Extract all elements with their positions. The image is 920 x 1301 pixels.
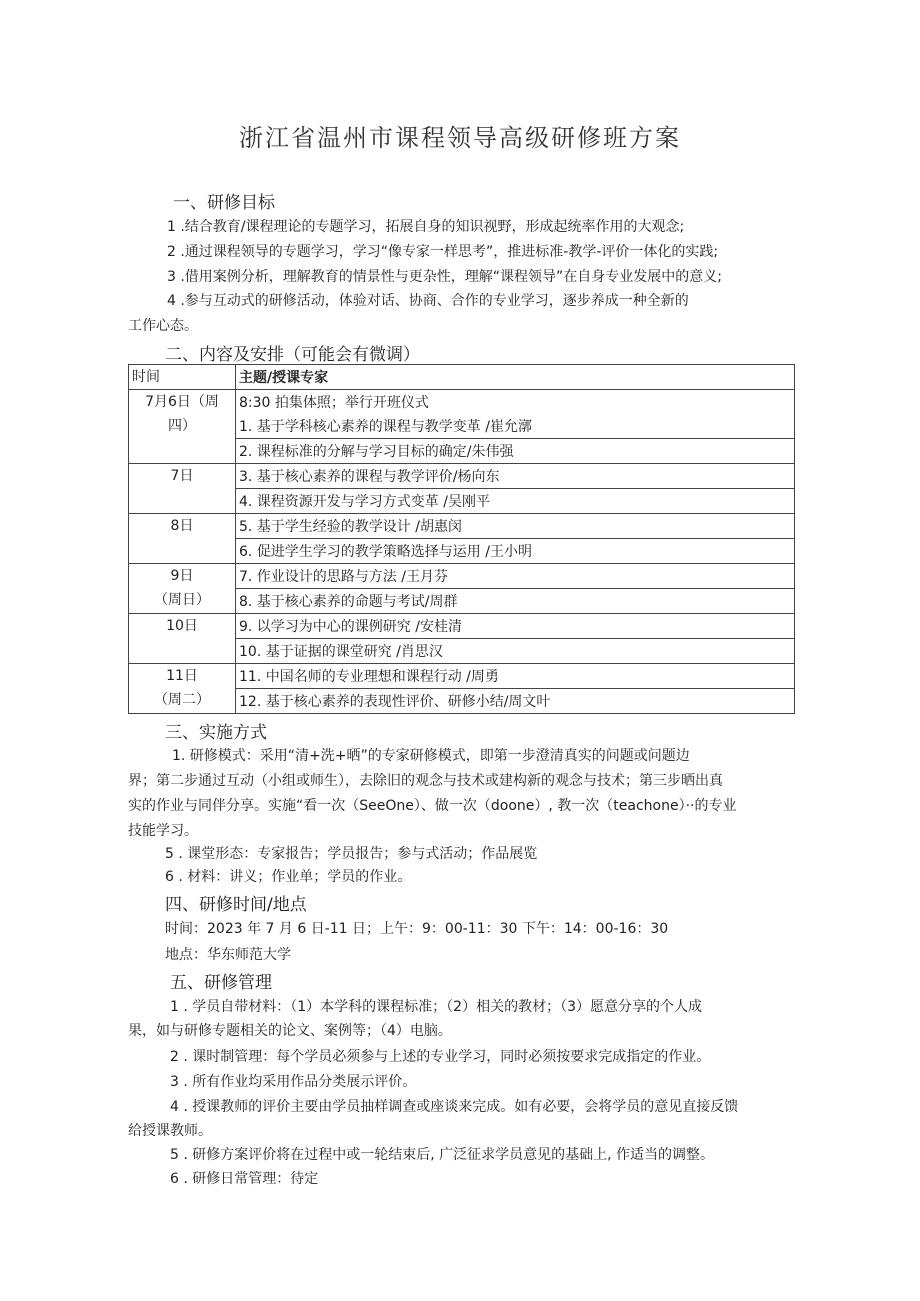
time-line: 7日 xyxy=(170,468,194,484)
table-row xyxy=(129,464,795,489)
topic-cell: 3. 基于核心素养的课程与教学评价/杨向东 xyxy=(236,464,795,489)
goal-item-3: 3 .借用案例分析，理解教育的情景性与更杂性，理解“课程领导”在自身专业发展中的意义; xyxy=(167,269,723,285)
topic-cell: 1. 基于学科核心素养的课程与教学变革 /崔允漷 xyxy=(236,414,795,439)
goal-item-2: 2 .通过课程领导的专题学习，学习“像专家一样思考”，推进标准-教学-评价一体化的实践; xyxy=(167,244,719,260)
schedule-table xyxy=(128,364,795,714)
time-line: 11日 xyxy=(166,668,198,684)
table-row xyxy=(129,564,795,589)
management-line: 2 . 课时制管理：每个学员必须参与上述的专业学习，同时必须按要求完成指定的作业。 xyxy=(170,1049,711,1065)
goal-item-4-cont: 工作心态。 xyxy=(128,318,198,334)
time-line: 7月6日（周 xyxy=(145,394,219,410)
section-heading-goals: 一、研修目标 xyxy=(173,193,275,213)
table-row xyxy=(129,514,795,539)
topic-cell: 8. 基于核心素养的命题与考试/周群 xyxy=(236,589,795,614)
time-line: 10日 xyxy=(166,618,198,634)
table-header-row xyxy=(129,365,795,390)
col-header-time: 时间 xyxy=(129,365,236,390)
table-row xyxy=(129,390,795,415)
topic-cell: 10. 基于证据的课堂研究 /肖思汉 xyxy=(236,639,795,664)
goal-item-4: 4 .参与互动式的研修活动，体验对话、协商、合作的专业学习，逐步养成一种全新的 xyxy=(167,293,689,309)
method-line: 1. 研修模式：采用“清+洗+晒”的专家研修模式，即第一步澄清真实的问题或问题边 xyxy=(172,748,690,764)
management-line: 1 . 学员自带材料：（1）本学科的课程标准；（2）相关的教材；（3）愿意分享的个人成 xyxy=(170,999,702,1015)
topic-cell: 4. 课程资源开发与学习方式变革 /吴刚平 xyxy=(236,489,795,514)
col-header-topic: 主题/授课专家 xyxy=(236,365,795,390)
section-heading-time-place: 四、研修时间/地点 xyxy=(165,895,307,915)
management-line: 4 . 授课教师的评价主要由学员抽样调查或座谈来完成。如有必要，会将学员的意见直接反馈 xyxy=(170,1099,739,1115)
time-line: （周日） xyxy=(154,592,210,608)
management-line: 5 . 研修方案评价将在过程中或一轮结束后, 广泛征求学员意见的基础上, 作适当的调整。 xyxy=(170,1147,715,1163)
topic-cell: 5. 基于学生经验的教学设计 /胡惠闵 xyxy=(236,514,795,539)
topic-cell: 6. 促进学生学习的教学策略选择与运用 /王小明 xyxy=(236,539,795,564)
section-heading-method: 三、实施方式 xyxy=(165,723,267,743)
method-line: 5 . 课堂形态：专家报告；学员报告；参与式活动；作品展览 xyxy=(165,846,538,862)
management-line: 3 . 所有作业均采用作品分类展示评价。 xyxy=(170,1074,417,1090)
table-row xyxy=(129,664,795,689)
method-line: 界；第二步通过互动（小组或师生），去除旧的观念与技术或建构新的观念与技术；第三步晒出真 xyxy=(128,773,723,789)
management-line: 果，如与研修专题相关的论文、案例等；（4）电脑。 xyxy=(128,1023,452,1039)
topic-cell: 2. 课程标准的分解与学习目标的确定/朱伟强 xyxy=(236,439,795,464)
topic-cell: 9. 以学习为中心的课例研究 /安桂清 xyxy=(236,614,795,639)
goal-item-1: 1 .结合教育/课程理论的专题学习，拓展自身的知识视野，形成起统率作用的大观念; xyxy=(167,219,685,235)
topic-cell: 8:30 拍集体照；举行开班仪式 xyxy=(236,390,795,415)
time-cell xyxy=(129,664,236,714)
time-cell xyxy=(129,514,236,564)
method-line: 技能学习。 xyxy=(128,823,198,839)
method-line: 6 . 材料：讲义；作业单；学员的作业。 xyxy=(165,869,412,885)
topic-cell: 12. 基于核心素养的表现性评价、研修小结/周文叶 xyxy=(236,689,795,714)
time-line: 9日 xyxy=(170,568,194,584)
time-line: （周二） xyxy=(154,692,210,708)
time-cell xyxy=(129,390,236,464)
topic-cell: 11. 中国名师的专业理想和课程行动 /周勇 xyxy=(236,664,795,689)
topic-cell: 7. 作业设计的思路与方法 /王月芬 xyxy=(236,564,795,589)
section-heading-management: 五、研修管理 xyxy=(170,973,272,993)
time-line: 四） xyxy=(168,418,196,434)
time-text: 时间：2023 年 7 月 6 日-11 日；上午：9：00-11：30 下午：14：00-16：30 xyxy=(165,921,669,937)
time-cell xyxy=(129,564,236,614)
management-line: 6 . 研修日常管理：待定 xyxy=(170,1171,319,1187)
time-cell xyxy=(129,614,236,664)
time-line: 8日 xyxy=(170,518,194,534)
place-text: 地点：华东师范大学 xyxy=(165,947,291,963)
method-line: 实的作业与同伴分享。实施“看一次（SeeOne）、做一次（doone）, 教一次（teachone）··的专业 xyxy=(128,798,737,814)
management-line: 给授课教师。 xyxy=(128,1123,212,1139)
table-row xyxy=(129,614,795,639)
time-cell xyxy=(129,464,236,514)
page-title: 浙江省温州市课程领导高级研修班方案 xyxy=(239,124,681,152)
section-heading-schedule: 二、内容及安排（可能会有微调） xyxy=(165,345,420,365)
